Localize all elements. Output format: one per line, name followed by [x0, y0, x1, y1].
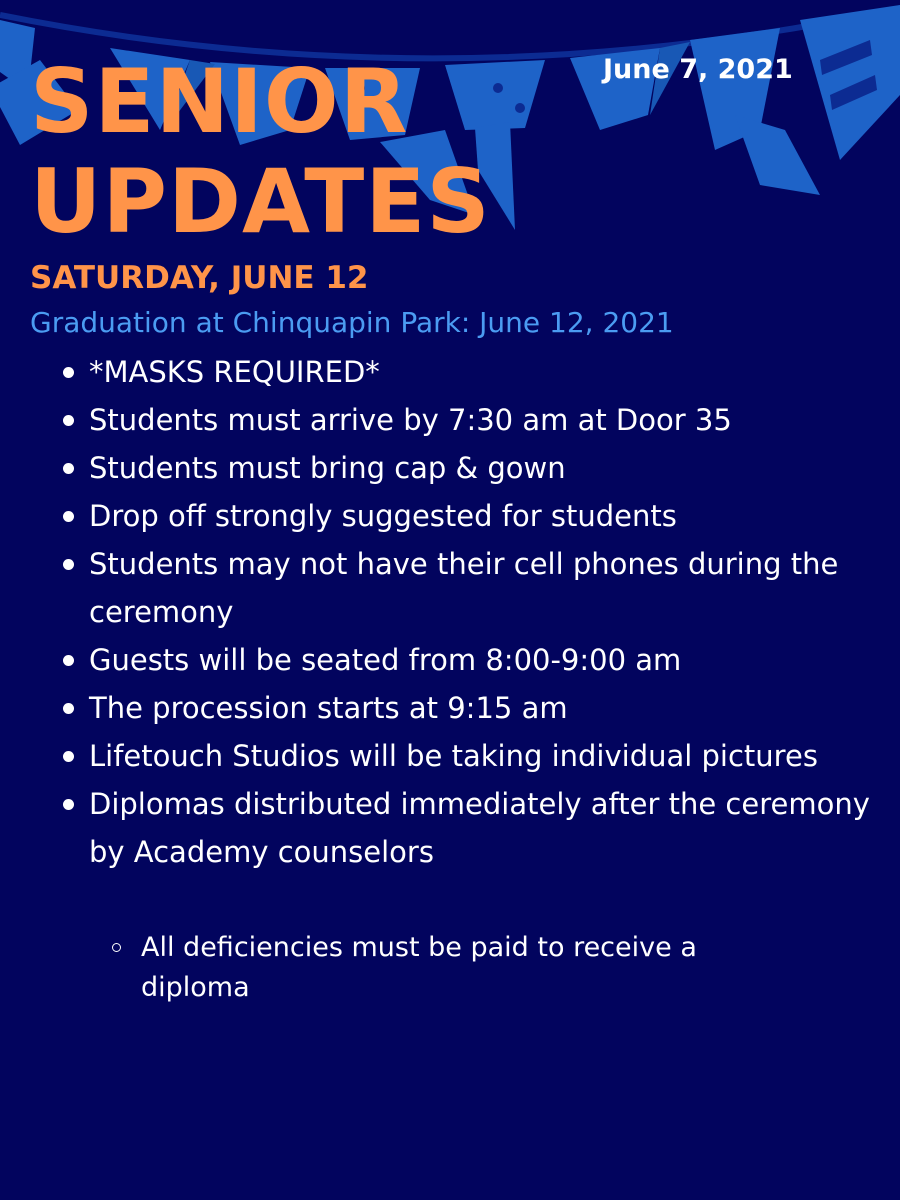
title-line-senior: SENIOR	[30, 50, 409, 153]
bunting-dot	[515, 103, 525, 113]
title-line-updates: UPDATES	[30, 150, 491, 253]
bunting-dot	[493, 83, 503, 93]
sub-list-item: All deficiencies must be paid to receive a diploma	[112, 928, 792, 1008]
date-label: June 7, 2021	[603, 54, 793, 85]
list-item: The procession starts at 9:15 am	[60, 684, 896, 732]
bunting-flag	[735, 115, 820, 195]
event-subheading: Graduation at Chinquapin Park: June 12, 2021	[30, 306, 674, 339]
list-item: Students may not have their cell phones during the ceremony	[60, 540, 896, 636]
list-item: Drop off strongly suggested for students	[60, 492, 896, 540]
list-item: Guests will be seated from 8:00-9:00 am	[60, 636, 896, 684]
list-item: Students must arrive by 7:30 am at Door 35	[60, 396, 896, 444]
bunting-flag	[800, 5, 900, 160]
list-item: *MASKS REQUIRED*	[60, 348, 896, 396]
sub-list	[112, 928, 792, 1008]
page-title	[30, 52, 491, 252]
update-list	[60, 348, 896, 876]
list-item: Students must bring cap & gown	[60, 444, 896, 492]
day-heading: SATURDAY, JUNE 12	[30, 260, 369, 296]
list-item: Diplomas distributed immediately after the ceremony by Academy counselors	[60, 780, 896, 876]
list-item: Lifetouch Studios will be taking individual pictures	[60, 732, 896, 780]
